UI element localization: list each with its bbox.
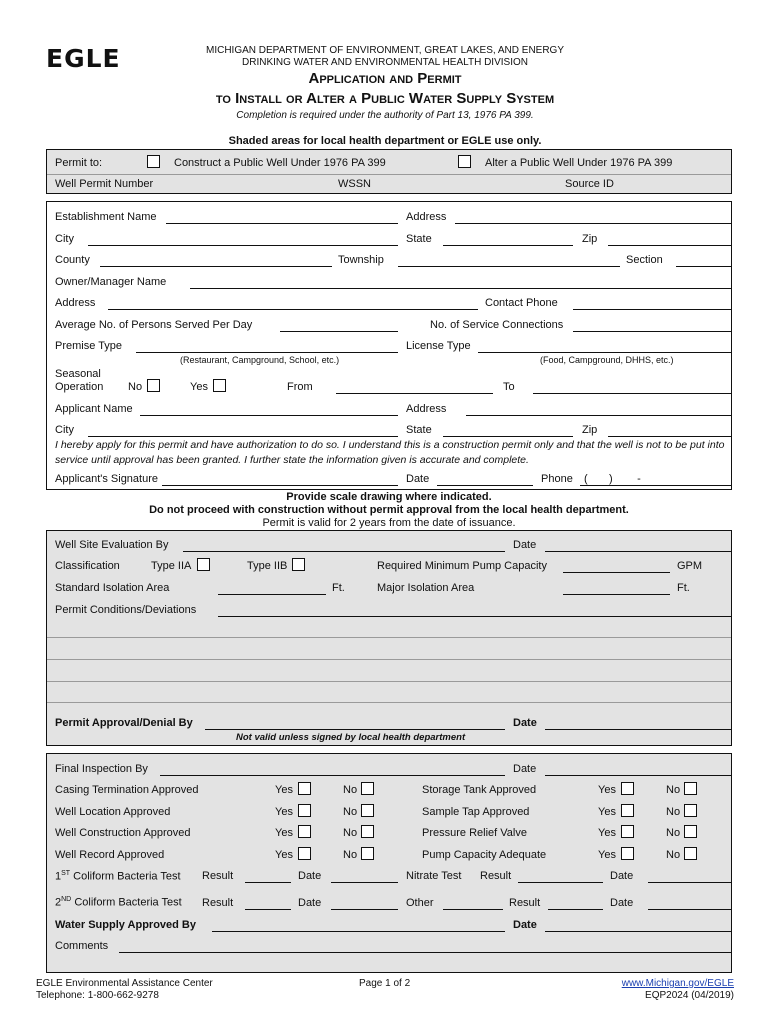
major-isolation-field[interactable] [563,594,670,595]
record-no-checkbox[interactable] [361,847,374,860]
comments-label: Comments [55,940,109,952]
record-yes-checkbox[interactable] [298,847,311,860]
from-field[interactable] [336,393,493,394]
township-field[interactable] [398,266,620,267]
water-supply-date-label: Date [513,919,537,931]
division-name: DRINKING WATER AND ENVIRONMENTAL HEALTH DIVISION [242,57,528,68]
construct-well-label: Construct a Public Well Under 1976 PA 399 [174,157,386,169]
seasonal-label: Seasonal [55,368,101,380]
standard-isolation-label: Standard Isolation Area [55,582,170,594]
to-label: To [503,381,515,393]
coliform2-date-label: Date [298,897,322,909]
nitrate-result-label: Result [480,870,512,882]
coliform2-result-field[interactable] [245,909,291,910]
storage-no-label: No [666,784,681,796]
classification-label: Classification [55,560,120,572]
signature-label: Applicant's Signature [55,473,158,485]
pump-no-label: No [666,849,681,861]
not-valid-note: Not valid unless signed by local health department [236,732,466,743]
city-field[interactable] [88,245,398,246]
construction-no-label: No [343,827,358,839]
from-label: From [287,381,313,393]
premise-type-field[interactable] [136,352,398,353]
water-supply-approved-label: Water Supply Approved By [55,919,196,931]
zip-field[interactable] [608,245,731,246]
other-result-field[interactable] [548,909,603,910]
pressure-no-label: No [666,827,681,839]
nitrate-date-field[interactable] [648,882,731,883]
storage-yes-label: Yes [598,784,616,796]
major-isolation-label: Major Isolation Area [377,582,475,594]
pressure-yes-label: Yes [598,827,616,839]
well-permit-number-label: Well Permit Number [55,178,154,190]
pressure-no-checkbox[interactable] [684,825,697,838]
evaluation-by-label: Well Site Evaluation By [55,539,169,551]
service-connections-label: No. of Service Connections [430,319,564,331]
premise-type-hint: (Restaurant, Campground, School, etc.) [180,355,340,365]
to-field[interactable] [533,393,731,394]
authority-note: Completion is required under the authority of Part 13, 1976 PA 399. [236,110,534,121]
seasonal-yes-label: Yes [190,381,208,393]
applicant-state-label: State [406,424,432,436]
sample-tap-no-label: No [666,806,681,818]
other-test-field[interactable] [443,909,503,910]
well-construction-label: Well Construction Approved [55,827,191,839]
pump-yes-checkbox[interactable] [621,847,634,860]
min-pump-label: Required Minimum Pump Capacity [377,560,547,572]
phone-template: ( ) - [584,473,641,485]
owner-address-field[interactable] [108,309,478,310]
operation-label: Operation [55,381,104,393]
contact-phone-field[interactable] [573,309,731,310]
evaluation-date-label: Date [513,539,537,551]
water-supply-approved-field[interactable] [212,931,505,932]
signature-field[interactable] [162,485,398,486]
form-title-line1: Application and Permit [308,70,462,87]
casing-termination-label: Casing Termination Approved [55,784,199,796]
service-connections-field[interactable] [573,331,731,332]
owner-manager-field[interactable] [190,288,731,289]
coliform1-result-field[interactable] [245,882,291,883]
establishment-name-field[interactable] [166,223,398,224]
phone-label: Phone [541,473,573,485]
nitrate-date-label: Date [610,870,634,882]
section-field[interactable] [676,266,731,267]
standard-isolation-ft: Ft. [332,582,345,594]
premise-type-label: Premise Type [55,340,123,352]
applicant-zip-field[interactable] [608,436,731,437]
conditions-label: Permit Conditions/Deviations [55,604,197,616]
applicant-state-field[interactable] [443,436,573,437]
applicant-name-field[interactable] [140,415,398,416]
coliform2-label: 2ND Coliform Bacteria Test [55,896,182,909]
conditions-line-4[interactable] [47,681,731,682]
gpm-label: GPM [677,560,703,572]
section-label: Section [626,254,663,266]
storage-no-checkbox[interactable] [684,782,697,795]
coliform1-label: 1ST Coliform Bacteria Test [55,870,181,883]
construction-yes-label: Yes [275,827,293,839]
min-pump-field[interactable] [563,572,670,573]
conditions-line-2[interactable] [47,637,731,638]
signature-date-field[interactable] [437,485,533,486]
applicant-declaration: I hereby apply for this permit and have authorization to do so. I understand this is a construction permit only and that the well is not to be put into service until approval has been granted. I further state the information given is accurate and complete. [55,439,725,466]
location-no-checkbox[interactable] [361,804,374,817]
construction-no-checkbox[interactable] [361,825,374,838]
location-yes-label: Yes [275,806,293,818]
conditions-line-5[interactable] [47,702,731,703]
type-iib-checkbox[interactable] [292,558,305,571]
city-label: City [55,233,74,245]
license-type-field[interactable] [478,352,731,353]
phone-field[interactable] [580,485,731,486]
footer-telephone: Telephone: 1-800-662-9278 [36,990,159,1001]
applicant-address-field[interactable] [466,415,731,416]
license-type-label: License Type [406,340,471,352]
approval-by-label: Permit Approval/Denial By [55,717,193,729]
storage-yes-checkbox[interactable] [621,782,634,795]
sample-tap-no-checkbox[interactable] [684,804,697,817]
approval-date-field[interactable] [545,729,731,730]
nitrate-label: Nitrate Test [406,870,462,882]
county-label: County [55,254,90,266]
egle-website-link[interactable]: www.Michigan.gov/EGLE [621,978,734,989]
permit-to-label: Permit to: [55,157,103,169]
state-label: State [406,233,432,245]
other-result-label: Result [509,897,541,909]
coliform1-date-field[interactable] [331,882,398,883]
applicant-city-field[interactable] [88,436,398,437]
egle-logo: EGLE [46,44,121,73]
sample-tap-yes-label: Yes [598,806,616,818]
location-yes-checkbox[interactable] [298,804,311,817]
coliform2-result-label: Result [202,897,234,909]
state-field[interactable] [443,245,573,246]
signature-date-label: Date [406,473,430,485]
pump-no-checkbox[interactable] [684,847,697,860]
contact-phone-label: Contact Phone [485,297,558,309]
coliform2-date-field[interactable] [331,909,398,910]
casing-no-label: No [343,784,358,796]
wssn-label: WSSN [338,178,371,190]
township-label: Township [338,254,384,266]
final-inspection-date-label: Date [513,763,537,775]
water-supply-date-field[interactable] [545,931,731,932]
casing-yes-checkbox[interactable] [298,782,311,795]
comments-field[interactable] [119,952,731,953]
casing-yes-label: Yes [275,784,293,796]
footer-center-name: EGLE Environmental Assistance Center [36,978,213,989]
pressure-relief-label: Pressure Relief Valve [422,827,527,839]
owner-address-label: Address [55,297,96,309]
source-id-label: Source ID [565,178,614,190]
do-not-proceed-notice: Do not proceed with construction without permit approval from the local health department. [149,504,629,516]
nitrate-result-field[interactable] [518,882,603,883]
shaded-areas-note: Shaded areas for local health department or EGLE use only. [228,135,542,147]
address-field[interactable] [455,223,731,224]
applicant-address-label: Address [406,403,447,415]
pressure-yes-checkbox[interactable] [621,825,634,838]
owner-manager-label: Owner/Manager Name [55,276,167,288]
pump-yes-label: Yes [598,849,616,861]
final-inspection-label: Final Inspection By [55,763,148,775]
well-record-label: Well Record Approved [55,849,165,861]
record-yes-label: Yes [275,849,293,861]
standard-isolation-field[interactable] [218,594,326,595]
record-no-label: No [343,849,358,861]
conditions-line-3[interactable] [47,659,731,660]
sample-tap-label: Sample Tap Approved [422,806,530,818]
other-date-label: Date [610,897,634,909]
form-code: EQP2024 (04/2019) [645,990,734,1001]
other-test-label: Other [406,897,434,909]
coliform1-result-label: Result [202,870,234,882]
type-iib-label: Type IIB [247,560,288,572]
location-no-label: No [343,806,358,818]
applicant-city-label: City [55,424,74,436]
approval-by-field[interactable] [205,729,505,730]
department-name: MICHIGAN DEPARTMENT OF ENVIRONMENT, GREAT LAKES, AND ENERGY [205,45,565,56]
casing-no-checkbox[interactable] [361,782,374,795]
storage-tank-label: Storage Tank Approved [422,784,537,796]
final-inspection-date-field[interactable] [545,775,731,776]
type-iia-checkbox[interactable] [197,558,210,571]
license-type-hint: (Food, Campground, DHHS, etc.) [540,355,674,365]
evaluation-by-field[interactable] [183,551,505,552]
seasonal-no-label: No [128,381,143,393]
type-iia-label: Type IIA [151,560,192,572]
coliform1-date-label: Date [298,870,322,882]
other-date-field[interactable] [648,909,731,910]
seasonal-no-checkbox[interactable] [147,379,160,392]
avg-persons-field[interactable] [280,331,398,332]
construct-well-checkbox[interactable] [147,155,160,168]
establishment-name-label: Establishment Name [55,211,157,223]
sample-tap-yes-checkbox[interactable] [621,804,634,817]
alter-well-checkbox[interactable] [458,155,471,168]
validity-notice: Permit is valid for 2 years from the date of issuance. [262,517,516,529]
major-isolation-ft: Ft. [677,582,690,594]
form-title-line2: to Install or Alter a Public Water Supply System [215,90,555,107]
evaluation-date-field[interactable] [545,551,731,552]
address-label: Address [406,211,447,223]
avg-persons-label: Average No. of Persons Served Per Day [55,319,253,331]
final-inspection-field[interactable] [160,775,505,776]
page-number: Page 1 of 2 [359,978,411,989]
conditions-field[interactable] [218,616,731,617]
alter-well-label: Alter a Public Well Under 1976 PA 399 [485,157,673,169]
well-location-label: Well Location Approved [55,806,171,818]
seasonal-yes-checkbox[interactable] [213,379,226,392]
county-field[interactable] [100,266,332,267]
applicant-zip-label: Zip [582,424,598,436]
zip-label: Zip [582,233,598,245]
scale-drawing-notice: Provide scale drawing where indicated. [286,491,492,503]
applicant-name-label: Applicant Name [55,403,133,415]
approval-date-label: Date [513,717,537,729]
construction-yes-checkbox[interactable] [298,825,311,838]
pump-capacity-label: Pump Capacity Adequate [422,849,547,861]
